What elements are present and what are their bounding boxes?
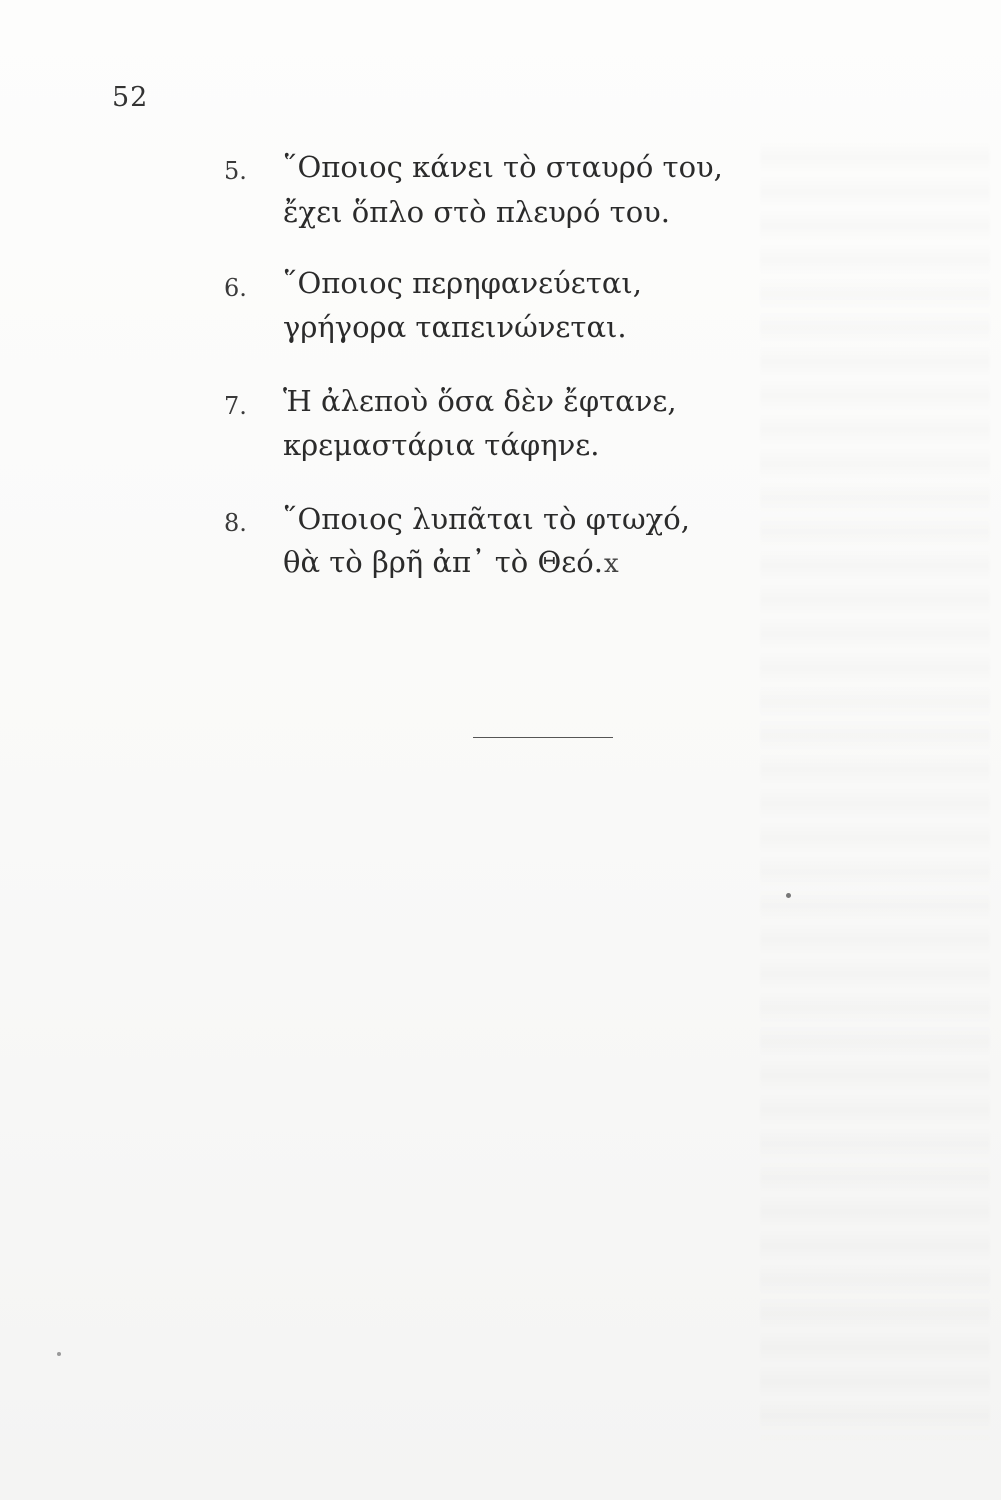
proverb-line: ῞Οποιος κάνει τὸ σταυρό του, [283, 150, 723, 184]
proverb-number: 5. [224, 157, 247, 185]
proverb-number: 7. [224, 392, 247, 420]
proverb-line-with-mark [283, 545, 619, 579]
proverb-line: Ἡ ἀλεποὺ ὅσα δὲν ἔφτανε, [283, 384, 677, 418]
proverb-number: 6. [224, 274, 247, 302]
proverb-number: 8. [224, 509, 247, 537]
proverb-line: ῞Οποιος περηφανεύεται, [283, 266, 643, 300]
end-mark: x [603, 549, 619, 579]
proverb-line: ῞Οποιος λυπᾶται τὸ φτωχό, [283, 502, 690, 536]
page-number: 52 [112, 82, 149, 113]
proverb-line: ἔχει ὅπλο στὸ πλευρό του. [283, 195, 671, 229]
proverb-line: θὰ τὸ βρῆ ἀπ᾽ τὸ Θεό. [283, 545, 603, 579]
proverb-line: κρεμαστάρια τάφηνε. [283, 428, 600, 462]
proverb-line: γρήγορα ταπεινώνεται. [283, 310, 627, 344]
section-divider [473, 737, 613, 738]
speck [786, 893, 791, 898]
speck [57, 1352, 61, 1356]
bleed-through-shadow [760, 140, 990, 1440]
